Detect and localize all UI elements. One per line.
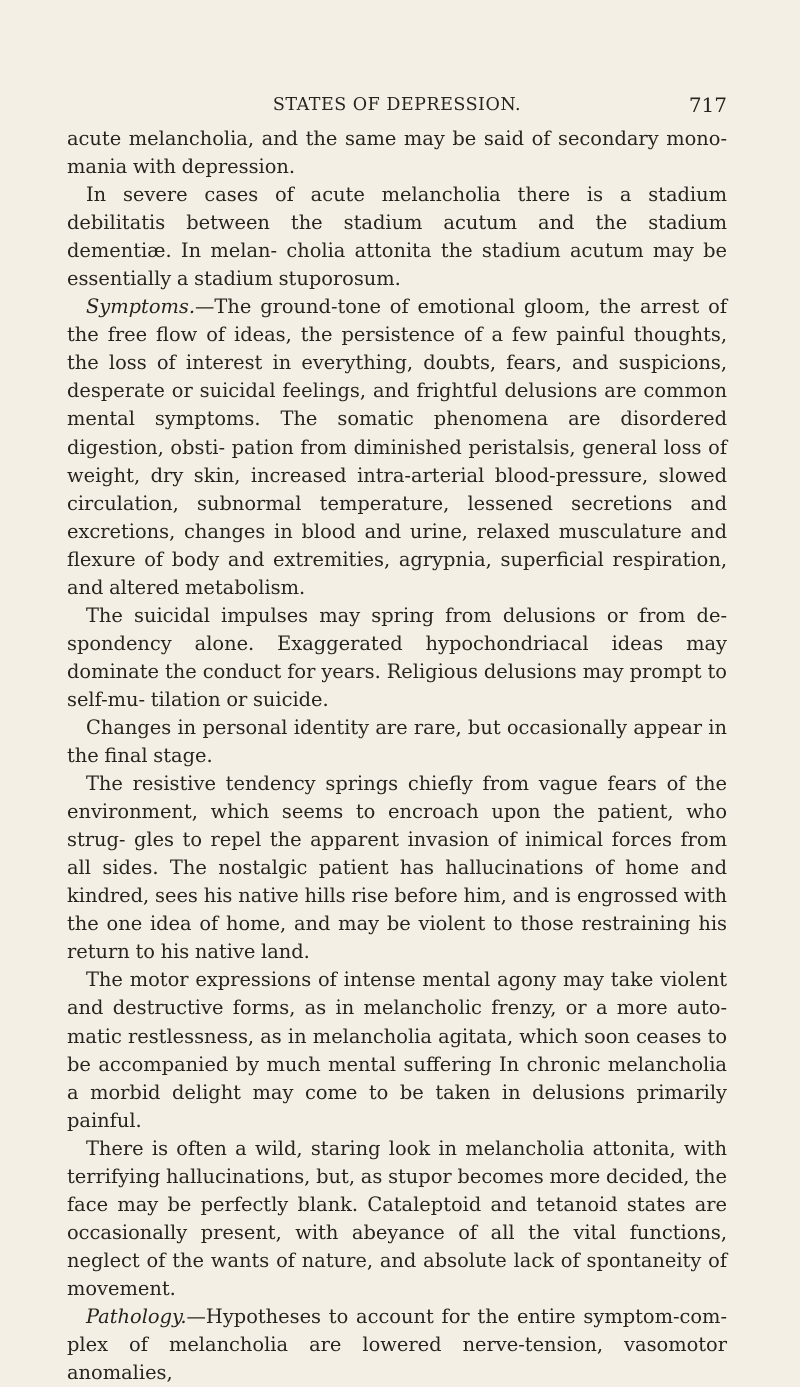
section-heading: Symptoms. <box>86 295 196 319</box>
section-heading: Pathology. <box>86 1304 187 1328</box>
paragraph-text: —Hypotheses to account for the entire symptom-com- plex of melancholia are lowered nerve-tension, vasomotor anomalies, <box>67 1304 727 1385</box>
paragraph-text: There is often a wild, staring look in melancholia attonita, with terrifying hallucinations, but, as stupor becomes more decided, the face may be perfectly blank. Cataleptoid and tetanoid states are occasionally present, with abeyance of all the vital functions, neglect of the wants of nature, and absolute lack of spontaneity of movement. <box>67 1136 727 1300</box>
paragraph <box>67 181 727 293</box>
running-head: STATES OF DEPRESSION. <box>272 95 522 115</box>
paragraph <box>67 602 727 714</box>
page-number: 717 <box>688 93 727 117</box>
paragraph <box>67 125 727 181</box>
paragraph-text: The motor expressions of intense mental agony may take violent and destructive forms, as in melancholic frenzy, or a more auto- matic restlessness, as in melancholia agitata, which soon ceases to be accompanied by much mental suffering In chronic melancholia a morbid delight may come to be taken in delusions primarily painful. <box>67 968 727 1132</box>
paragraph-text: Changes in personal identity are rare, but occasionally appear in the final stage. <box>67 715 727 768</box>
page-header <box>67 90 727 124</box>
paragraph <box>67 966 727 1134</box>
paragraph <box>67 1303 727 1387</box>
paragraph-text: In severe cases of acute melancholia there is a stadium debilitatis between the stadium acutum and the stadium dementiæ. In melan- cholia attonita the stadium acutum may be essentially a stadium stuporosum. <box>67 183 727 291</box>
paragraph <box>67 293 727 602</box>
paragraph <box>67 770 727 966</box>
paragraph <box>67 714 727 770</box>
paragraph-text: The resistive tendency springs chiefly from vague fears of the environment, which seems to encroach upon the patient, who strug- gles to repel the apparent invasion of inimical forces from all sides. The nostalgic patient has hallucinations of home and kindred, sees his native hills rise before him, and is engrossed with the one idea of home, and may be violent to those restraining his return to his native land. <box>67 772 727 964</box>
body-text <box>67 125 727 1387</box>
paragraph-text: —The ground-tone of emotional gloom, the arrest of the free flow of ideas, the persistence of a few painful thoughts, the loss of interest in everything, doubts, fears, and suspicions, desperate or suicidal feelings, and frightful delusions are common mental symptoms. The somatic phenomena are disordered digestion, obsti- pation from diminished peristalsis, general loss of weight, dry skin, increased intra-arterial blood-pressure, slowed circulation, subnormal temperature, lessened secretions and excretions, changes in blood and urine, relaxed musculature and flexure of body and extremities, agrypnia, superficial respiration, and altered metabolism. <box>67 295 727 599</box>
paragraph-text: The suicidal impulses may spring from delusions or from de- spondency alone. Exaggerated hypochondriacal ideas may dominate the conduct for years. Religious delusions may prompt to self-mu- tilation or suicide. <box>67 603 727 711</box>
paragraph-text: acute melancholia, and the same may be said of secondary mono- mania with depression. <box>67 127 727 179</box>
paragraph <box>67 1135 727 1303</box>
